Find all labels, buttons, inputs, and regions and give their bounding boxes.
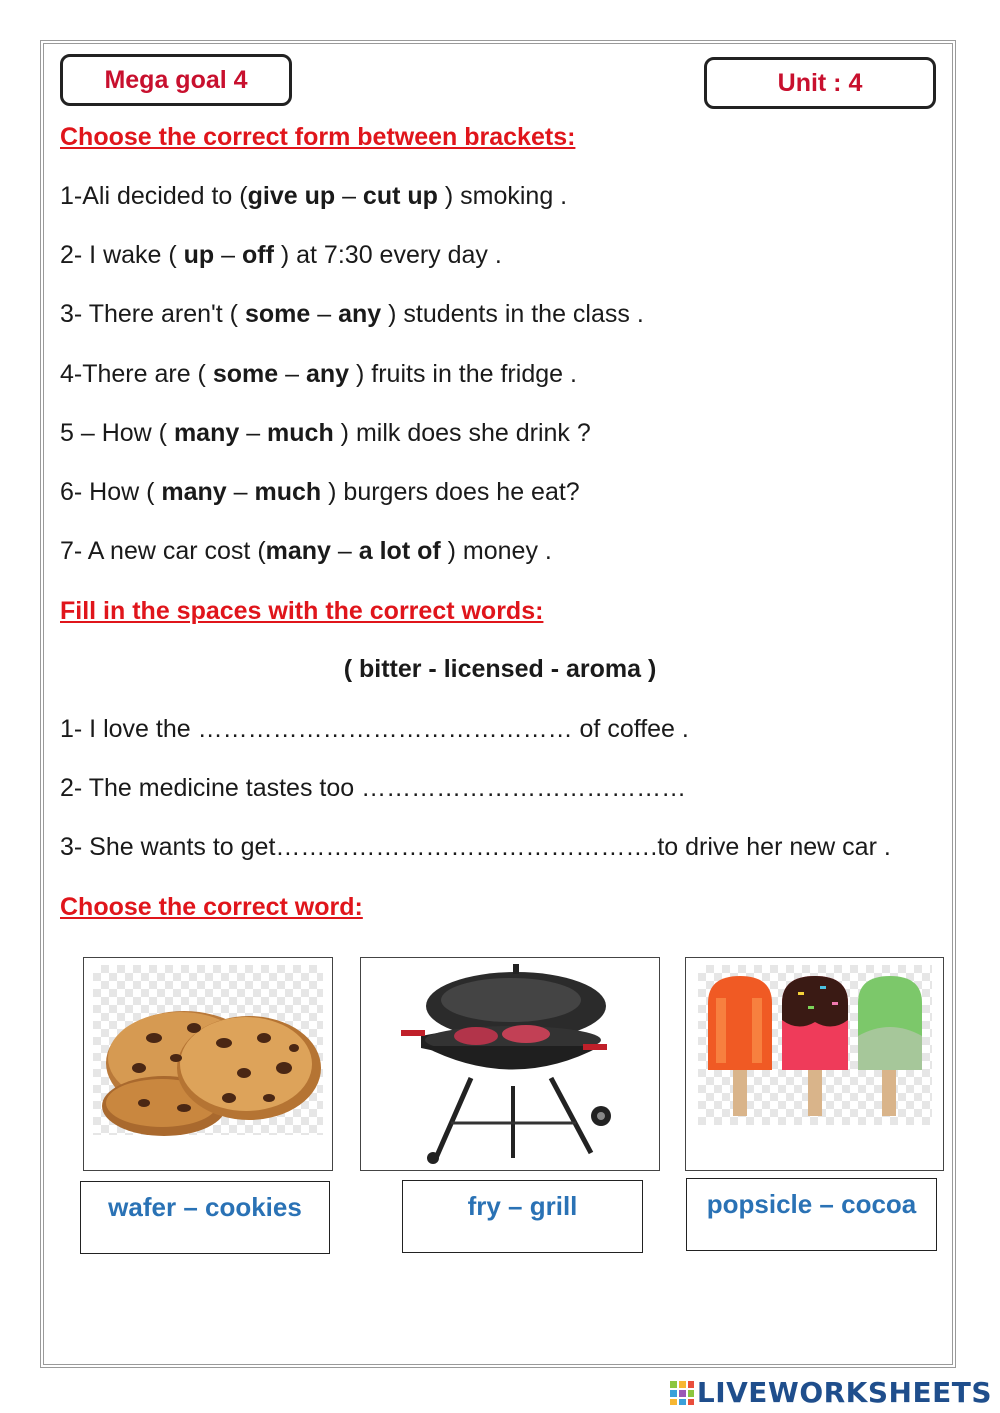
answer-box-popsicle[interactable] — [686, 1178, 937, 1251]
question-2: 2- I wake ( up – off ) at 7:30 every day . — [60, 241, 502, 269]
option-a[interactable]: some — [244, 300, 311, 328]
logo-text: LIVEWORKSHEETS — [696, 1376, 992, 1409]
question-3: 3- There aren't ( some – any ) students in the class . — [60, 300, 644, 328]
option-b[interactable]: any — [338, 300, 382, 328]
book-title: Mega goal 4 — [104, 65, 248, 94]
option-b[interactable]: cut up — [362, 182, 438, 210]
fill-question-3[interactable]: 3- She wants to get……………………………………….to drive her new car . — [60, 833, 891, 861]
option-a[interactable]: many — [161, 478, 227, 506]
question-1: 1-Ali decided to (give up – cut up ) smoking . — [60, 182, 568, 210]
option-a[interactable]: some — [212, 360, 279, 388]
book-title-box — [60, 54, 292, 106]
option-b[interactable]: off — [242, 241, 274, 269]
cookies-picture — [83, 957, 333, 1171]
option-a[interactable]: many — [173, 419, 240, 447]
grill-picture — [360, 957, 660, 1171]
option-b[interactable]: a lot of — [358, 537, 441, 565]
option-a[interactable]: up — [183, 241, 215, 269]
option-b[interactable]: any — [305, 360, 350, 388]
option-a[interactable]: many — [265, 537, 331, 565]
answer-box-grill[interactable] — [402, 1180, 643, 1253]
section2-heading: Fill in the spaces with the correct words: — [60, 597, 544, 625]
section3-heading: Choose the correct word: — [60, 893, 363, 921]
unit-title: Unit : 4 — [777, 68, 863, 97]
popsicles-image — [686, 958, 944, 1171]
cookies-image — [84, 958, 333, 1171]
answer-choices-1: wafer – cookies — [108, 1192, 302, 1222]
liveworksheets-logo[interactable] — [669, 1376, 992, 1409]
answer-box-cookies[interactable] — [80, 1181, 330, 1254]
answer-choices-2: fry – grill — [467, 1191, 578, 1221]
word-bank: ( bitter - licensed - aroma ) — [343, 655, 657, 683]
grill-image — [361, 958, 660, 1171]
fill-question-1[interactable]: 1- I love the ……………………………………… of coffee . — [60, 715, 689, 743]
popsicles-picture — [685, 957, 944, 1171]
question-4: 4-There are ( some – any ) fruits in the fridge . — [60, 360, 577, 388]
liveworksheets-icon — [669, 1380, 695, 1406]
question-5: 5 – How ( many – much ) milk does she drink ? — [60, 419, 591, 447]
option-a[interactable]: give up — [247, 182, 336, 210]
unit-title-box — [704, 57, 936, 109]
question-6: 6- How ( many – much ) burgers does he eat? — [60, 478, 580, 506]
option-b[interactable]: much — [254, 478, 322, 506]
question-7: 7- A new car cost (many – a lot of ) money . — [60, 537, 552, 565]
answer-choices-3: popsicle – cocoa — [706, 1189, 917, 1219]
option-b[interactable]: much — [267, 419, 334, 447]
fill-question-2[interactable]: 2- The medicine tastes too ………………………………… — [60, 774, 687, 802]
section1-heading: Choose the correct form between brackets: — [60, 123, 576, 151]
